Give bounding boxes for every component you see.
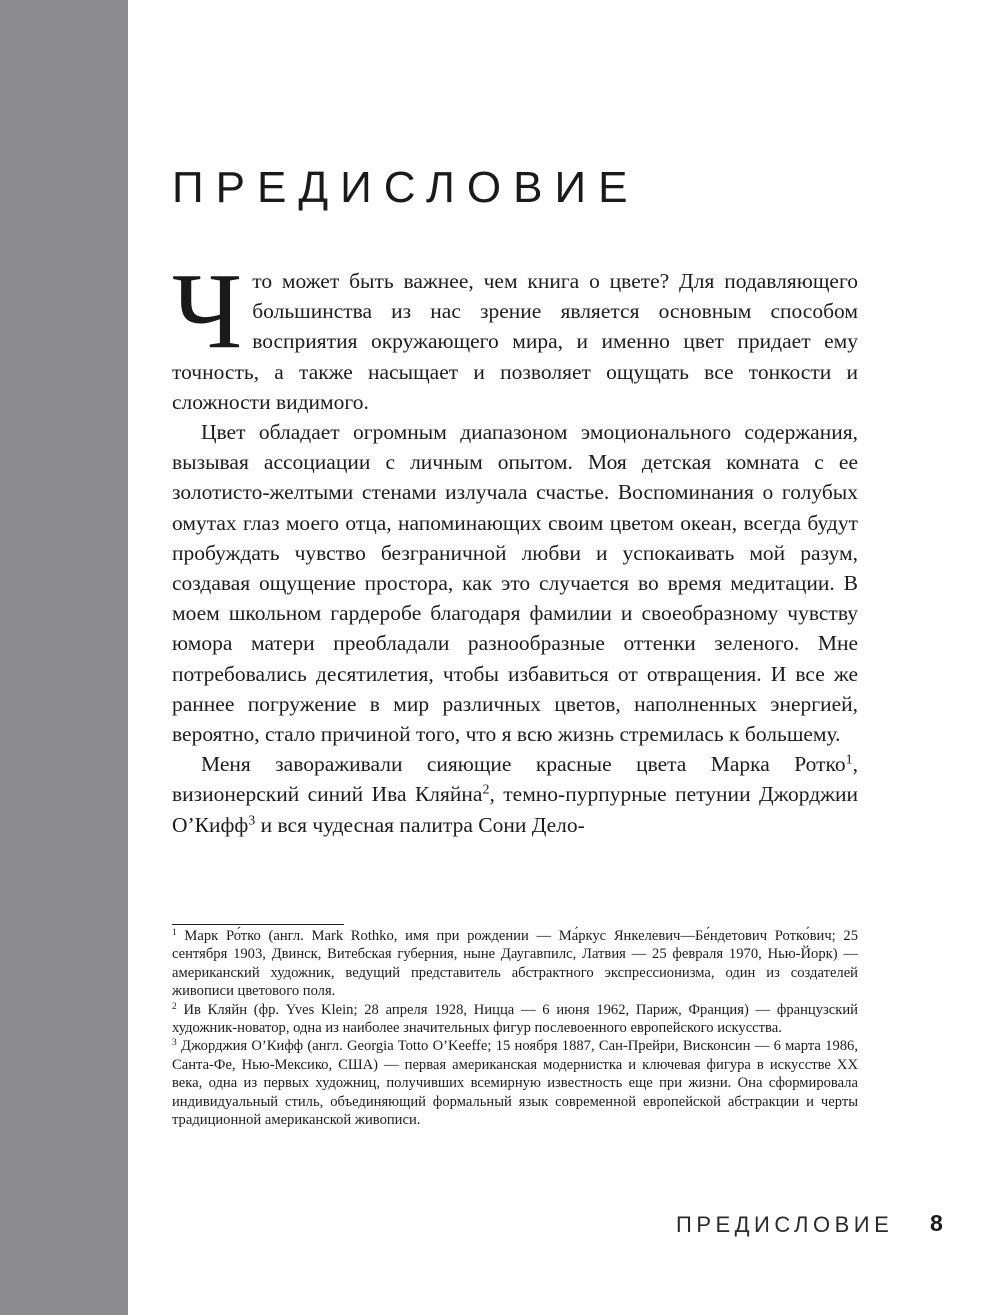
- footnote-ref-2: 2: [482, 782, 490, 798]
- paragraph-3-text-d: и вся чудесная палитра Сони Дело-: [255, 812, 585, 837]
- side-color-band: [0, 0, 128, 1315]
- drop-cap: Ч: [172, 252, 243, 371]
- paragraph-3-text-c: , темно-пурпурные петунии Джорджии О’Кифф: [172, 782, 858, 837]
- paragraph-2: Цвет обладает огромным диапазоном эмоционального содержания, вызывая ассоциации с личным опытом. Моя детская комната с ее золотисто-желтыми стенами излучала счастье. Воспоминания о голубых омутах глаз моего отца, напоминающих своим цветом океан, всегда будут пробуждать чувство безграничной любви и успокаивать мой разум, создавая ощущение простора, как это случается во время медитации. В моем школьном гардеробе благодаря фамилии и своеобразному чувству юмора матери преобладали разнообразные оттенки зеленого. Мне потребовались десятилетия, чтобы избавиться от отвращения. И все же раннее погружение в мир различных цветов, наполненных энергией, вероятно, стало причиной того, что я всю жизнь стремилась к большему.: [172, 420, 858, 747]
- footnote-ref-1: 1: [845, 752, 853, 768]
- paragraph-1-text: то может быть важнее, чем книга о цвете? Для подавляющего большинства из нас зрение является основным способом восприятия окружающего мира, и именно цвет придает ему точность, а также насыщает и позволяет ощущать все тонкости и сложности видимого.: [172, 269, 858, 414]
- paragraph-3-text-b: , визионерский синий Ива Кляйна: [172, 752, 858, 807]
- footnote-text: Ив Кляйн (фр. Yves Klein; 28 апреля 1928, Ницца — 6 июня 1962, Париж, Франция) — французский художник-новатор, одна из наиболее значительных фигур послевоенного европейского искусства.: [172, 1001, 858, 1037]
- footnote-number: 2: [172, 1001, 177, 1012]
- paragraph-1: [172, 252, 858, 417]
- footnote-1: [172, 927, 858, 1001]
- footnote-2: [172, 1001, 858, 1038]
- footnote-number: 3: [172, 1038, 177, 1049]
- running-head: ПРЕДИСЛОВИЕ: [676, 1212, 894, 1237]
- page-number: 8: [930, 1210, 943, 1236]
- paragraph-3-text-a: Меня завораживали сияющие красные цвета Марка Ротко: [201, 752, 846, 777]
- footnote-text: Джорджия О’Кифф (англ. Georgia Totto O’Keeffe; 15 ноября 1887, Сан-Прейри, Висконсин — 6 марта 1986, Санта-Фе, Нью-Мексико, США) — первая американская модернистка и ключевая фигура в искусстве XX века, одна из первых художниц, получивших всемирную известность еще при жизни. Она сформировала индивидуальный стиль, объединяющий формальный язык современной европейской абстракции и черты традиционной американской живописи.: [172, 1038, 858, 1129]
- footnote-text: Марк Ро́тко (англ. Mark Rothko, имя при рождении — Ма́ркус Янкелевич—Бе́ндетович Ротко́вич; 25 сентября 1903, Двинск, Витебская губерния, ныне Даугавпилс, Латвия — 25 февраля 1970, Нью-Йорк) — американский художник, ведущий представитель абстрактного экспрессионизма, один из создателей живописи цветового поля.: [172, 928, 858, 1000]
- footnote-3: [172, 1037, 858, 1129]
- page-title: ПРЕДИСЛОВИЕ: [172, 163, 640, 212]
- body-text: [172, 252, 858, 840]
- footnote-number: 1: [172, 927, 177, 938]
- footnote-ref-3: 3: [248, 812, 256, 828]
- footnotes: [172, 927, 858, 1129]
- footnote-divider: [172, 924, 344, 925]
- paragraph-3: [172, 749, 858, 840]
